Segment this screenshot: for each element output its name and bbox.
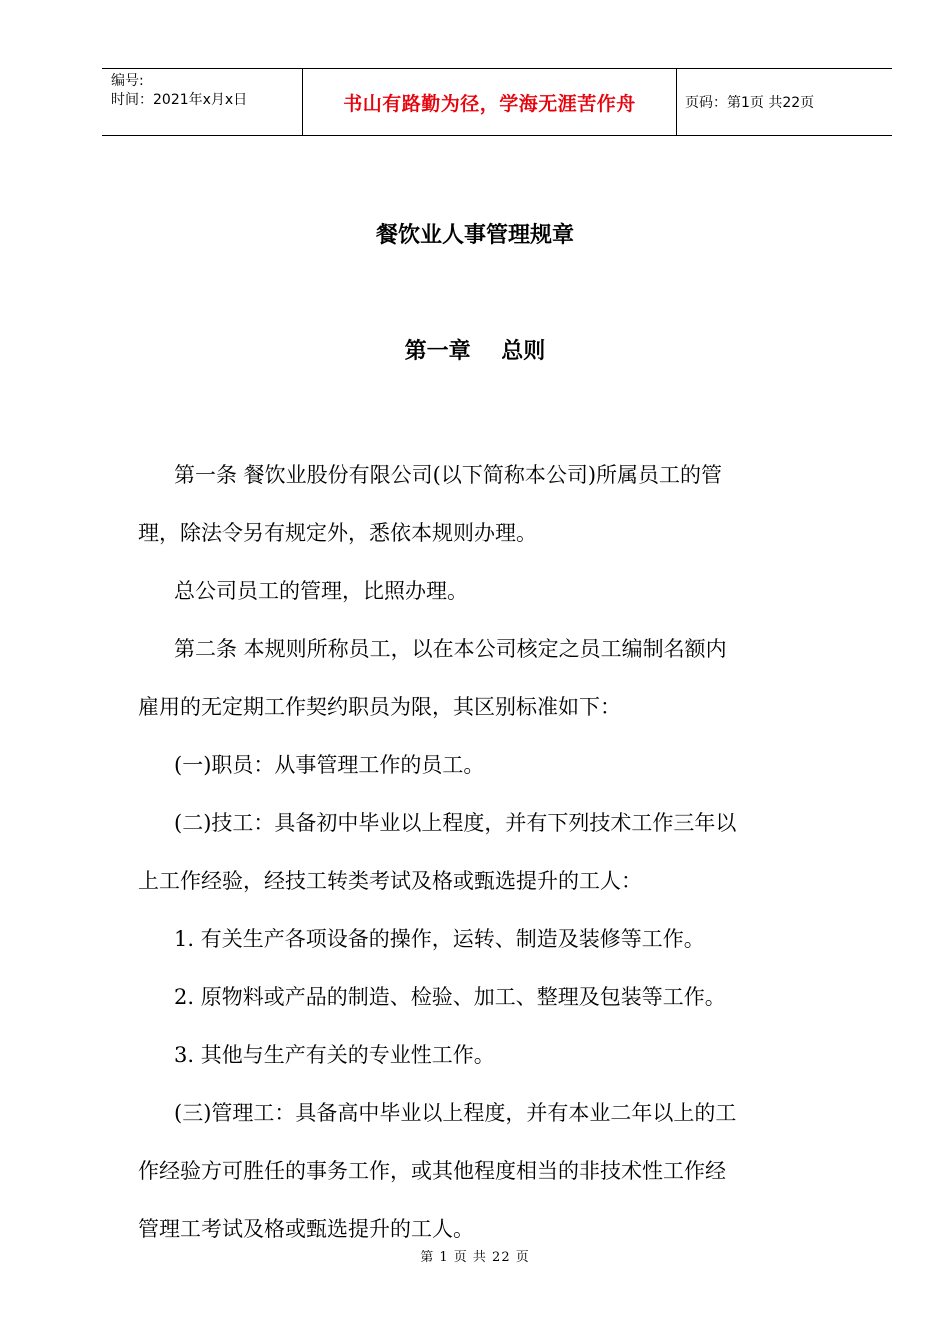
page-footer: 第 1 页 共 22 页 [420, 1250, 530, 1265]
body-line: 作经验方可胜任的事务工作，或其他程度相当的非技术性工作经 [138, 1159, 726, 1183]
document-title: 餐饮业人事管理规章 [375, 223, 574, 248]
body-line: 2. 原物料或产品的制造、检验、加工、整理及包装等工作。 [174, 985, 726, 1009]
header-table [102, 68, 892, 136]
page-info: 页码：第1页 共22页 [685, 95, 815, 111]
motto-text: 书山有路勤为径，学海无涯苦作舟 [343, 92, 636, 115]
body-line: 1. 有关生产各项设备的操作，运转、制造及装修等工作。 [174, 927, 705, 951]
header-motto-cell [303, 69, 677, 135]
body-line: (三)管理工：具备高中毕业以上程度，并有本业二年以上的工 [174, 1101, 737, 1125]
serial-number-label: 编号: [111, 73, 144, 89]
header-page-cell [677, 69, 892, 135]
body-line: (二)技工：具备初中毕业以上程度，并有下列技术工作三年以 [174, 811, 737, 835]
body-line: 管理工考试及格或甄选提升的工人。 [138, 1217, 474, 1241]
body-line: 上工作经验，经技工转类考试及格或甄选提升的工人： [138, 869, 642, 893]
body-line: 3. 其他与生产有关的专业性工作。 [174, 1043, 495, 1067]
chapter-title: 第一章 总则 [404, 339, 546, 364]
body-line: 雇用的无定期工作契约职员为限，其区别标准如下： [138, 695, 621, 719]
body-line: 理，除法令另有规定外，悉依本规则办理。 [138, 521, 537, 545]
header-meta-cell [102, 69, 303, 135]
document-body [138, 446, 860, 1258]
body-line: 第二条 本规则所称员工，以在本公司核定之员工编制名额内 [174, 637, 727, 661]
time-label: 时间：2021年x月x日 [111, 92, 248, 108]
body-line: 总公司员工的管理，比照办理。 [174, 579, 468, 603]
body-line: 第一条 餐饮业股份有限公司(以下简称本公司)所属员工的管 [174, 463, 723, 487]
body-line: (一)职员：从事管理工作的员工。 [174, 753, 485, 777]
